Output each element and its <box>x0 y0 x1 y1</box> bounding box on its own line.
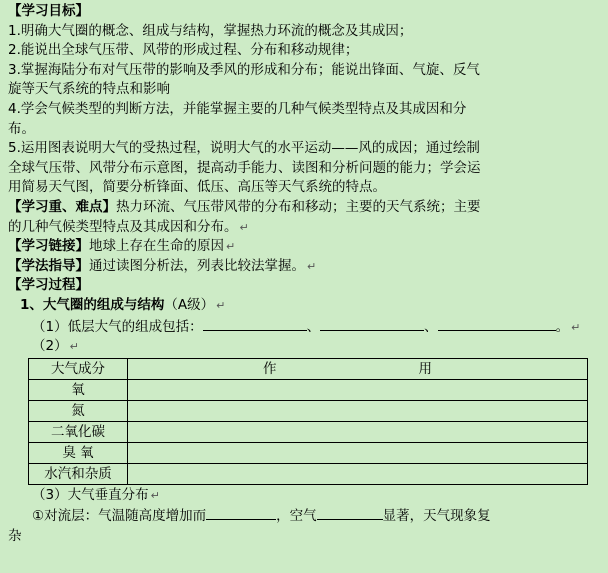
section1-title: 1、大气圈的组成与结构（A级） ↵ <box>20 296 226 313</box>
question-3: （3）大气垂直分布 ↵ <box>32 486 160 503</box>
objective-line: 旋等天气系统的特点和影响 <box>8 81 170 98</box>
function-cell[interactable] <box>128 442 588 463</box>
component-name: 水汽和杂质 <box>29 463 128 484</box>
answer-blank-5[interactable] <box>317 505 383 520</box>
objectives-list <box>8 22 600 198</box>
key-points-heading: 【学习重、难点】 <box>8 198 116 215</box>
method: 【学法指导】通过读图分析法，列表比较法掌握。 ↵ <box>8 257 317 274</box>
component-name: 二氧化碳 <box>29 421 128 442</box>
objective-line: 2.能说出全球气压带、风带的形成过程、分布和移动规律； <box>8 42 359 59</box>
question-3-1: ①对流层：气温随高度增加而 ，空气 显著，天气现象复 <box>8 505 600 527</box>
table-row <box>29 463 588 484</box>
component-name: 臭 氧 <box>29 442 128 463</box>
key-points-text-2: 的几种气候类型特点及其成因和分布。 ↵ <box>8 218 249 235</box>
answer-blank-4[interactable] <box>206 505 276 520</box>
table-row <box>29 400 588 421</box>
table-row <box>29 379 588 400</box>
function-cell[interactable] <box>128 421 588 442</box>
answer-blank-2[interactable] <box>320 316 424 331</box>
function-cell[interactable] <box>128 379 588 400</box>
question-2: （2） ↵ <box>32 338 79 355</box>
objective-line: 布。 <box>8 120 35 137</box>
key-points-text-1: 热力环流、气压带风带的分布和移动；主要的天气系统；主要 <box>116 198 481 215</box>
component-name: 氮 <box>29 400 128 421</box>
objective-line: 1.明确大气圈的概念、组成与结构，掌握热力环流的概念及其成因； <box>8 22 413 39</box>
question-3-1-cont: 杂 <box>8 527 22 544</box>
answer-blank-1[interactable] <box>203 316 307 331</box>
table-header-row <box>29 358 588 379</box>
objective-line: 4.学会气候类型的判断方法，并能掌握主要的几种气候类型特点及其成因和分 <box>8 100 467 117</box>
method-heading: 【学法指导】 <box>8 257 89 274</box>
process-heading: 【学习过程】 <box>8 277 89 294</box>
atmosphere-composition-table <box>28 358 588 485</box>
objective-line: 全球气压带、风带分布示意图，提高动手能力、读图和分析问题的能力；学会运 <box>8 159 481 176</box>
table-header-component: 大气成分 <box>29 358 128 379</box>
table-row <box>29 421 588 442</box>
links-text: 地球上存在生命的原因 <box>89 238 224 255</box>
objective-line: 3.掌握海陆分布对气压带的影响及季风的形成和分布；能说出锋面、气旋、反气 <box>8 61 480 78</box>
answer-blank-3[interactable] <box>438 316 556 331</box>
links: 【学习链接】地球上存在生命的原因 ↵ <box>8 238 236 255</box>
objective-line: 5.运用图表说明大气的受热过程，说明大气的水平运动——风的成因；通过绘制 <box>8 140 480 157</box>
table-header-function: 作 用 <box>128 358 588 379</box>
function-cell[interactable] <box>128 463 588 484</box>
objective-line: 用简易天气图，简要分析锋面、低压、高压等天气系统的特点。 <box>8 179 386 196</box>
question-1: （1）低层大气的组成包括： 、 、 。 ↵ <box>8 316 600 338</box>
key-points <box>8 198 600 218</box>
method-text: 通过读图分析法，列表比较法掌握。 <box>89 257 305 274</box>
links-heading: 【学习链接】 <box>8 238 89 255</box>
function-cell[interactable] <box>128 400 588 421</box>
component-name: 氧 <box>29 379 128 400</box>
table-row <box>29 442 588 463</box>
objectives-heading: 【学习目标】 <box>8 3 89 19</box>
